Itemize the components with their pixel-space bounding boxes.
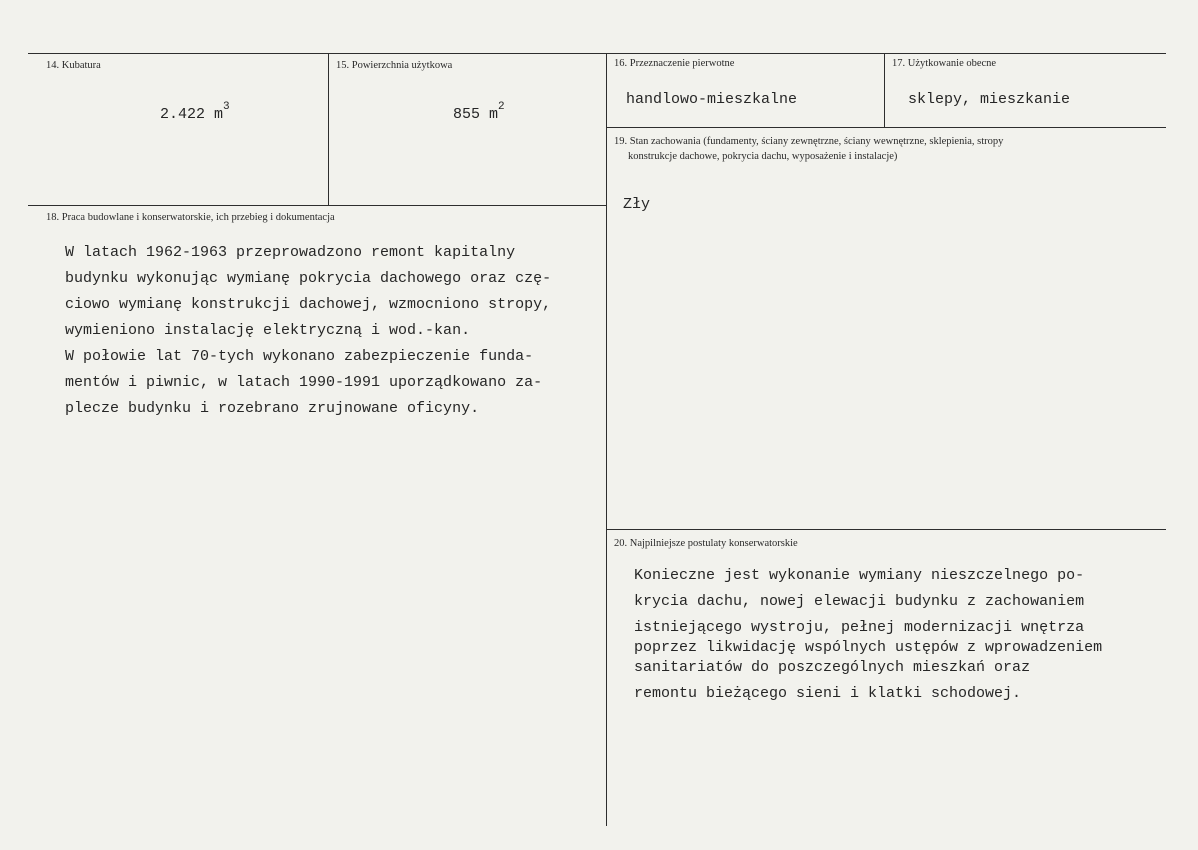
field-14-label: 14. Kubatura (46, 60, 101, 71)
field-20-line: poprzez likwidację wspólnych ustępów z wprowadzeniem (634, 639, 1103, 656)
rule-above-20 (606, 529, 1166, 530)
field-20-line: sanitariatów do poszczególnych mieszkań oraz (634, 659, 1031, 676)
field-18-line: wymieniono instalację elektryczną i wod.-kan. (65, 322, 471, 339)
field-18-line: ciowo wymianę konstrukcji dachowej, wzmocniono stropy, (65, 296, 552, 313)
field-18-line: W latach 1962-1963 przeprowadzono remont kapitalny (65, 244, 516, 261)
rule-under-14-15 (28, 205, 606, 206)
field-20-label: 20. Najpilniejsze postulaty konserwatorskie (614, 538, 798, 549)
divider-main (606, 53, 607, 826)
field-19-label-line-1: 19. Stan zachowania (fundamenty, ściany zewnętrzne, ściany wewnętrzne, sklepienia, stropy (614, 136, 1004, 147)
area-value: 855 m (453, 106, 499, 123)
field-18-label: 18. Praca budowlane i konserwatorskie, ich przebieg i dokumentacja (46, 212, 335, 223)
field-17-value: sklepy, mieszkanie (908, 91, 1071, 108)
field-20-line: krycia dachu, nowej elewacji budynku z zachowaniem (634, 593, 1085, 610)
kubatura-exponent: 3 (223, 101, 230, 113)
field-20-line: remontu bieżącego sieni i klatki schodowej. (634, 685, 1022, 702)
area-exponent: 2 (498, 101, 505, 113)
field-18-line: plecze budynku i rozebrano zrujnowane oficyny. (65, 400, 480, 417)
field-16-value: handlowo-mieszkalne (626, 91, 798, 108)
field-16-label: 16. Przeznaczenie pierwotne (614, 58, 735, 69)
field-18-line: mentów i piwnic, w latach 1990-1991 uporządkowano za- (65, 374, 543, 391)
field-19-label (614, 134, 1154, 164)
field-20-line: istniejącego wystroju, pełnej modernizacji wnętrza (634, 619, 1085, 636)
divider-16-17 (884, 53, 885, 127)
field-18-line: budynku wykonując wymianę pokrycia dachowego oraz czę- (65, 270, 552, 287)
field-20-text (634, 563, 1102, 707)
divider-14-15 (328, 53, 329, 205)
field-20-line: Konieczne jest wykonanie wymiany nieszczelnego po- (634, 567, 1085, 584)
field-15-value (453, 101, 505, 123)
field-18-text (65, 240, 551, 422)
field-18-line: W połowie lat 70-tych wykonano zabezpieczenie funda- (65, 348, 534, 365)
field-19-label-line-2: konstrukcje dachowe, pokrycia dachu, wyposażenie i instalacje) (628, 151, 898, 162)
field-15-label: 15. Powierzchnia użytkowa (336, 60, 453, 71)
rule-under-16-17 (606, 127, 1166, 128)
field-19-value: Zły (623, 196, 651, 213)
kubatura-value: 2.422 m (160, 106, 224, 123)
top-rule (28, 53, 1166, 54)
field-17-label: 17. Użytkowanie obecne (892, 58, 997, 69)
field-14-value (160, 101, 230, 123)
